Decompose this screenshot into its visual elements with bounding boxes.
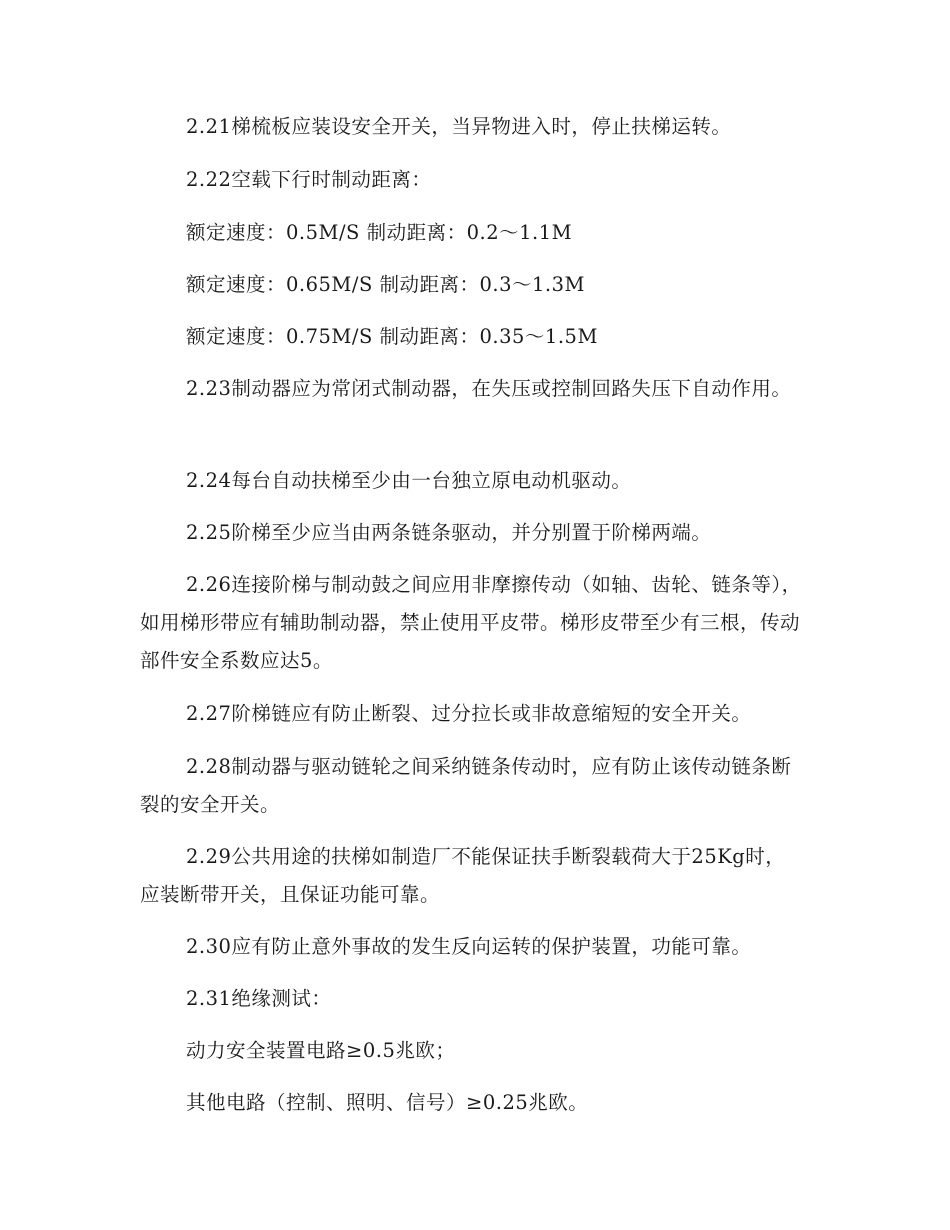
insulation-row-1: 动力安全装置电路≥0.5兆欧； bbox=[186, 1039, 456, 1062]
paragraph-2-26: 2.26连接阶梯与制动鼓之间应用非摩擦传动（如轴、齿轮、链条等），如用梯形带应有辅助制动器，禁止使用平皮带。梯形皮带至少有三根，传动部件安全系数应达5。 bbox=[140, 573, 802, 672]
insulation-row-2: 其他电路（控制、照明、信号）≥0.25兆欧。 bbox=[186, 1091, 589, 1114]
speed-row-1: 额定速度：0.5M/S 制动距离：0.2～1.1M bbox=[186, 221, 573, 244]
paragraph-2-29: 2.29公共用途的扶梯如制造厂不能保证扶手断裂载荷大于25Kg时，应装断带开关，且保证功能可靠。 bbox=[140, 845, 786, 906]
speed-row-3: 额定速度：0.75M/S 制动距离：0.35～1.5M bbox=[186, 325, 598, 348]
paragraph-2-31: 2.31绝缘测试： bbox=[186, 987, 332, 1010]
paragraph-2-22: 2.22空载下行时制动距离： bbox=[186, 168, 432, 191]
paragraph-2-27: 2.27阶梯链应有防止断裂、过分拉长或非故意缩短的安全开关。 bbox=[186, 702, 752, 725]
paragraph-2-30: 2.30应有防止意外事故的发生反向运转的保护装置，功能可靠。 bbox=[186, 935, 752, 958]
paragraph-2-24: 2.24每台自动扶梯至少由一台独立原电动机驱动。 bbox=[186, 469, 632, 492]
paragraph-2-23: 2.23制动器应为常闭式制动器，在失压或控制回路失压下自动作用。 bbox=[186, 377, 792, 400]
paragraph-2-25: 2.25阶梯至少应当由两条链条驱动，并分别置于阶梯两端。 bbox=[186, 521, 712, 544]
paragraph-2-28: 2.28制动器与驱动链轮之间采纳链条传动时，应有防止该传动链条断裂的安全开关。 bbox=[140, 755, 792, 816]
speed-row-2: 额定速度：0.65M/S 制动距离：0.3～1.3M bbox=[186, 273, 586, 296]
paragraph-2-21: 2.21梯梳板应装设安全开关，当异物进入时，停止扶梯运转。 bbox=[186, 115, 732, 138]
